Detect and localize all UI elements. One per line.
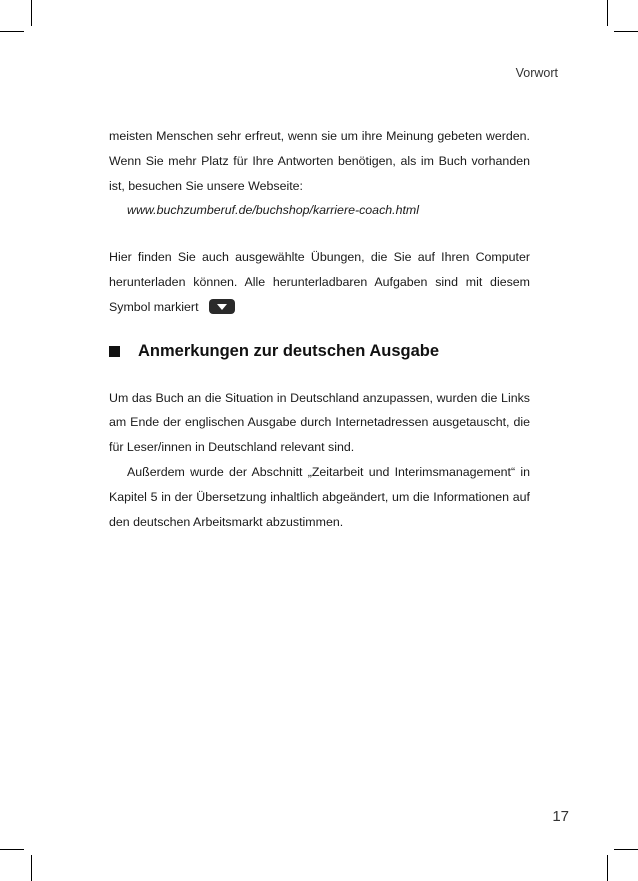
page-body <box>109 124 530 534</box>
crop-mark-bottom-right-vertical <box>607 855 608 881</box>
paragraph-gap <box>109 320 530 332</box>
page-number: 17 <box>552 808 569 825</box>
intro-paragraph: meisten Menschen sehr erfreut, wenn sie um ihre Meinung gebeten werden. Wenn Sie mehr Platz für Ihre Antworten benötigen, als im Buch vorhanden ist, besuchen Sie unsere Webseite: <box>109 129 530 193</box>
crop-mark-bottom-left-horizontal <box>0 849 24 850</box>
paragraph-gap <box>109 223 530 245</box>
crop-mark-bottom-left-vertical <box>31 855 32 881</box>
crop-mark-bottom-right-horizontal <box>614 849 638 850</box>
download-marker-icon <box>209 299 235 314</box>
section-heading-text: Anmerkungen zur deutschen Ausgabe <box>138 342 440 361</box>
crop-mark-top-right-vertical <box>607 0 608 26</box>
crop-mark-top-left-horizontal <box>0 31 24 32</box>
heading-square-icon <box>109 346 120 357</box>
website-url: www.buchzumberuf.de/buchshop/karriere-coach.html <box>127 203 420 218</box>
crop-mark-top-right-horizontal <box>614 31 638 32</box>
section-heading <box>109 332 530 372</box>
section-paragraph-1: Um das Buch an die Situation in Deutschland anzupassen, wurden die Links am Ende der englischen Ausgabe durch Internetadressen ausgetauscht, die für Leser/innen in Deutschland relevant sind. <box>109 390 530 455</box>
paragraph-gap <box>109 372 530 386</box>
running-head: Vorwort <box>515 66 558 80</box>
section-paragraph-2: Außerdem wurde der Abschnitt „Zeitarbeit und Interimsmanagement“ in Kapitel 5 in der Übersetzung inhaltlich abgeändert, um die Informationen auf den deutschen Arbeitsmarkt abzustimmen. <box>109 464 530 529</box>
downloads-text: Hier finden Sie auch ausgewählte Übungen, die Sie auf Ihren Computer herunterladen können. Alle herunterladbaren Aufgaben sind mit diesem Symbol markiert <box>109 250 530 314</box>
downloads-paragraph <box>109 245 530 319</box>
crop-mark-top-left-vertical <box>31 0 32 26</box>
